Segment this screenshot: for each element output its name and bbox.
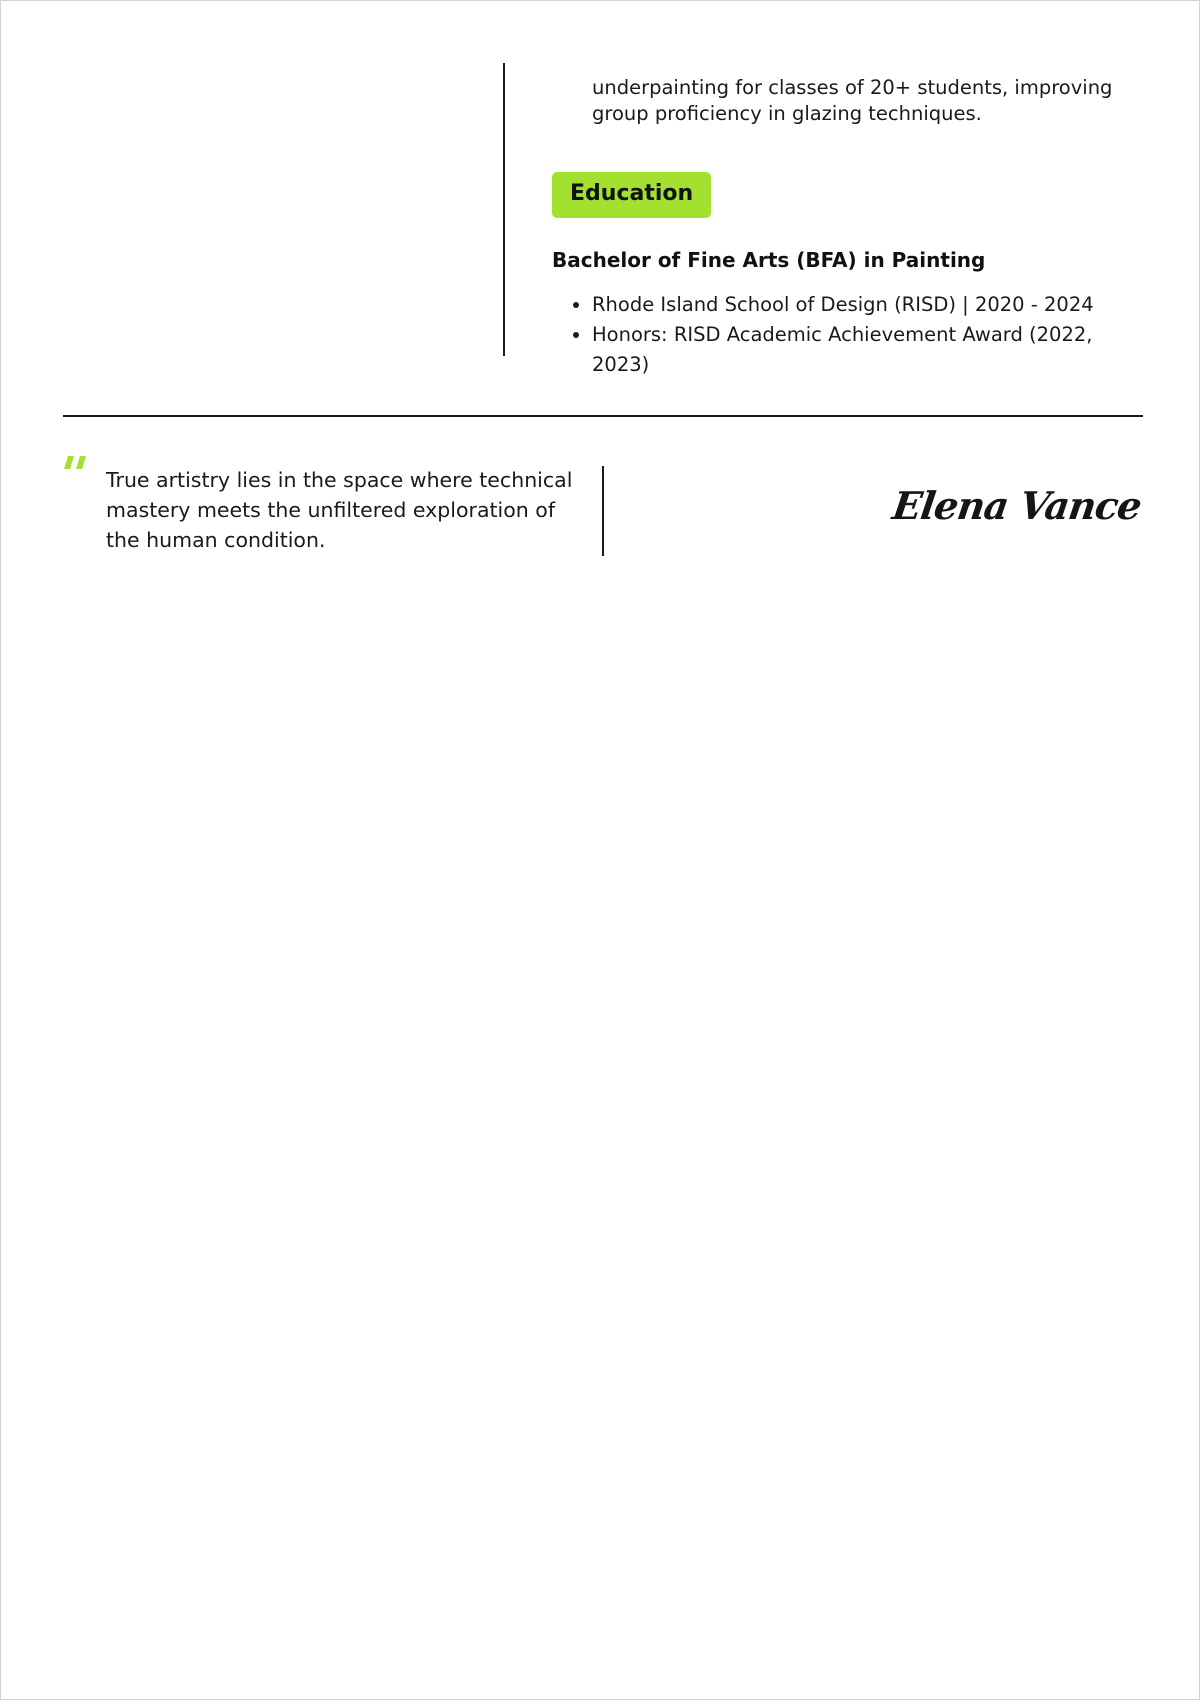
experience-continued-text: underpainting for classes of 20+ students, improving group proficiency in glazing techniques. — [592, 76, 1113, 125]
education-item-school: • Rhode Island School of Design (RISD) | 2020 - 2024 — [592, 290, 1152, 320]
signature: Elena Vance — [890, 483, 1145, 528]
education-heading: Education — [552, 172, 711, 218]
education-list — [552, 290, 1152, 380]
quote-text: True artistry lies in the space where technical mastery meets the unfiltered exploration of the human condition. — [106, 468, 573, 552]
quote-divider — [602, 466, 604, 556]
right-column — [552, 75, 1152, 380]
degree-title: Bachelor of Fine Arts (BFA) in Painting — [552, 248, 986, 272]
quote-icon — [63, 453, 89, 475]
column-divider — [503, 63, 505, 356]
education-item-honors: • Honors: RISD Academic Achievement Award (2022, 2023) — [592, 320, 1152, 380]
section-divider — [63, 415, 1143, 417]
